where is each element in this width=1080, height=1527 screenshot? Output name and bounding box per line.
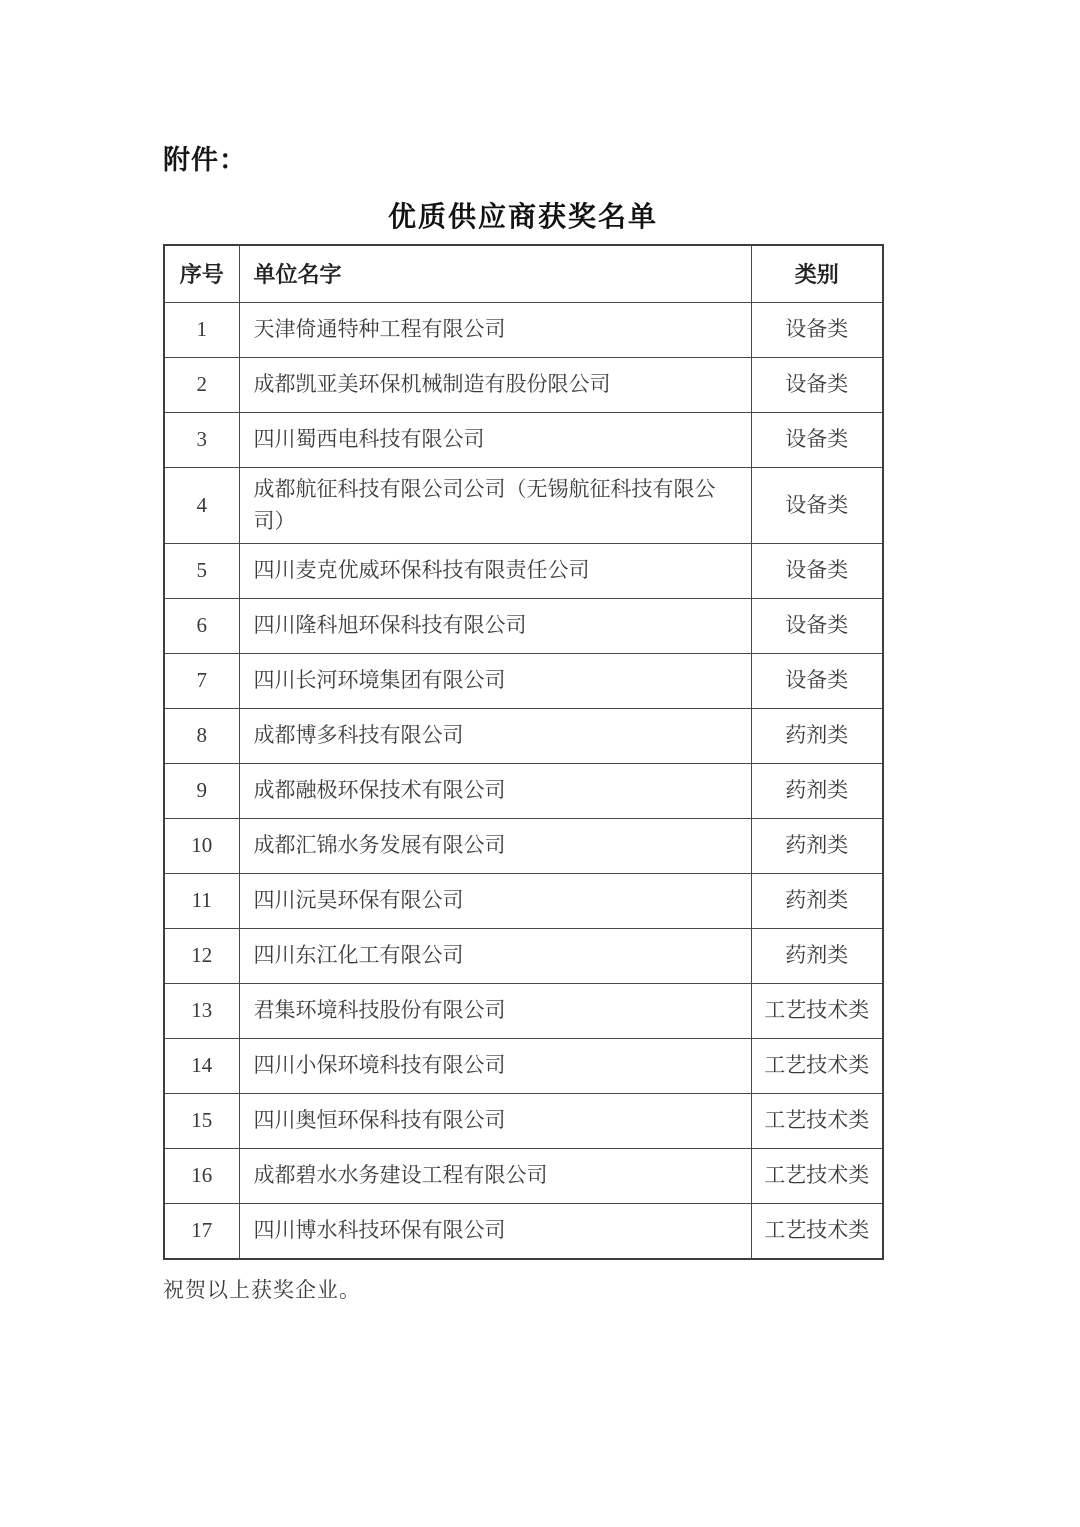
table-row [164, 358, 883, 413]
company-name: 天津倚通特种工程有限公司 [239, 303, 751, 358]
page-title: 优质供应商获奖名单 [387, 201, 658, 232]
category: 工艺技术类 [751, 1094, 883, 1149]
company-name: 成都碧水水务建设工程有限公司 [239, 1149, 751, 1204]
company-name: 成都航征科技有限公司公司（无锡航征科技有限公司） [239, 468, 751, 544]
table-row [164, 599, 883, 654]
company-name: 成都汇锦水务发展有限公司 [239, 819, 751, 874]
row-index: 16 [164, 1149, 239, 1204]
table-row [164, 819, 883, 874]
attachment-label: 附件： [163, 145, 247, 175]
category: 设备类 [751, 468, 883, 544]
company-name: 四川东江化工有限公司 [239, 929, 751, 984]
row-index: 4 [164, 468, 239, 544]
row-index: 1 [164, 303, 239, 358]
row-index: 8 [164, 709, 239, 764]
table-row [164, 1094, 883, 1149]
table-row [164, 303, 883, 358]
category: 工艺技术类 [751, 1204, 883, 1260]
company-name: 四川隆科旭环保科技有限公司 [239, 599, 751, 654]
row-index: 15 [164, 1094, 239, 1149]
row-index: 9 [164, 764, 239, 819]
company-name: 四川奥恒环保科技有限公司 [239, 1094, 751, 1149]
category: 工艺技术类 [751, 1039, 883, 1094]
table-row [164, 764, 883, 819]
company-name: 四川麦克优威环保科技有限责任公司 [239, 544, 751, 599]
table-row [164, 1149, 883, 1204]
table-row [164, 413, 883, 468]
category: 工艺技术类 [751, 984, 883, 1039]
row-index: 10 [164, 819, 239, 874]
row-index: 17 [164, 1204, 239, 1260]
company-name: 四川博水科技环保有限公司 [239, 1204, 751, 1260]
category: 设备类 [751, 303, 883, 358]
table-row [164, 468, 883, 544]
category: 药剂类 [751, 819, 883, 874]
table-row [164, 984, 883, 1039]
company-name: 成都凯亚美环保机械制造有股份限公司 [239, 358, 751, 413]
table-row [164, 1204, 883, 1260]
table-row [164, 544, 883, 599]
header-category: 类别 [751, 245, 883, 303]
category: 药剂类 [751, 929, 883, 984]
header-name: 单位名字 [239, 245, 751, 303]
row-index: 6 [164, 599, 239, 654]
row-index: 5 [164, 544, 239, 599]
company-name: 成都融极环保技术有限公司 [239, 764, 751, 819]
row-index: 11 [164, 874, 239, 929]
category: 工艺技术类 [751, 1149, 883, 1204]
table-row [164, 654, 883, 709]
table-row [164, 874, 883, 929]
company-name: 四川蜀西电科技有限公司 [239, 413, 751, 468]
category: 药剂类 [751, 709, 883, 764]
table-row [164, 709, 883, 764]
category: 设备类 [751, 599, 883, 654]
header-no: 序号 [164, 245, 239, 303]
footer-note: 祝贺以上获奖企业。 [163, 1278, 361, 1302]
company-name: 君集环境科技股份有限公司 [239, 984, 751, 1039]
row-index: 12 [164, 929, 239, 984]
category: 药剂类 [751, 874, 883, 929]
category: 设备类 [751, 358, 883, 413]
company-name: 四川沅昊环保有限公司 [239, 874, 751, 929]
row-index: 3 [164, 413, 239, 468]
supplier-table [163, 244, 884, 1260]
company-name: 四川长河环境集团有限公司 [239, 654, 751, 709]
table-row [164, 929, 883, 984]
company-name: 四川小保环境科技有限公司 [239, 1039, 751, 1094]
table-header-row [164, 245, 883, 303]
category: 药剂类 [751, 764, 883, 819]
category: 设备类 [751, 654, 883, 709]
category: 设备类 [751, 544, 883, 599]
row-index: 14 [164, 1039, 239, 1094]
company-name: 成都博多科技有限公司 [239, 709, 751, 764]
row-index: 2 [164, 358, 239, 413]
category: 设备类 [751, 413, 883, 468]
page-content [163, 0, 883, 1304]
table-row [164, 1039, 883, 1094]
row-index: 13 [164, 984, 239, 1039]
row-index: 7 [164, 654, 239, 709]
